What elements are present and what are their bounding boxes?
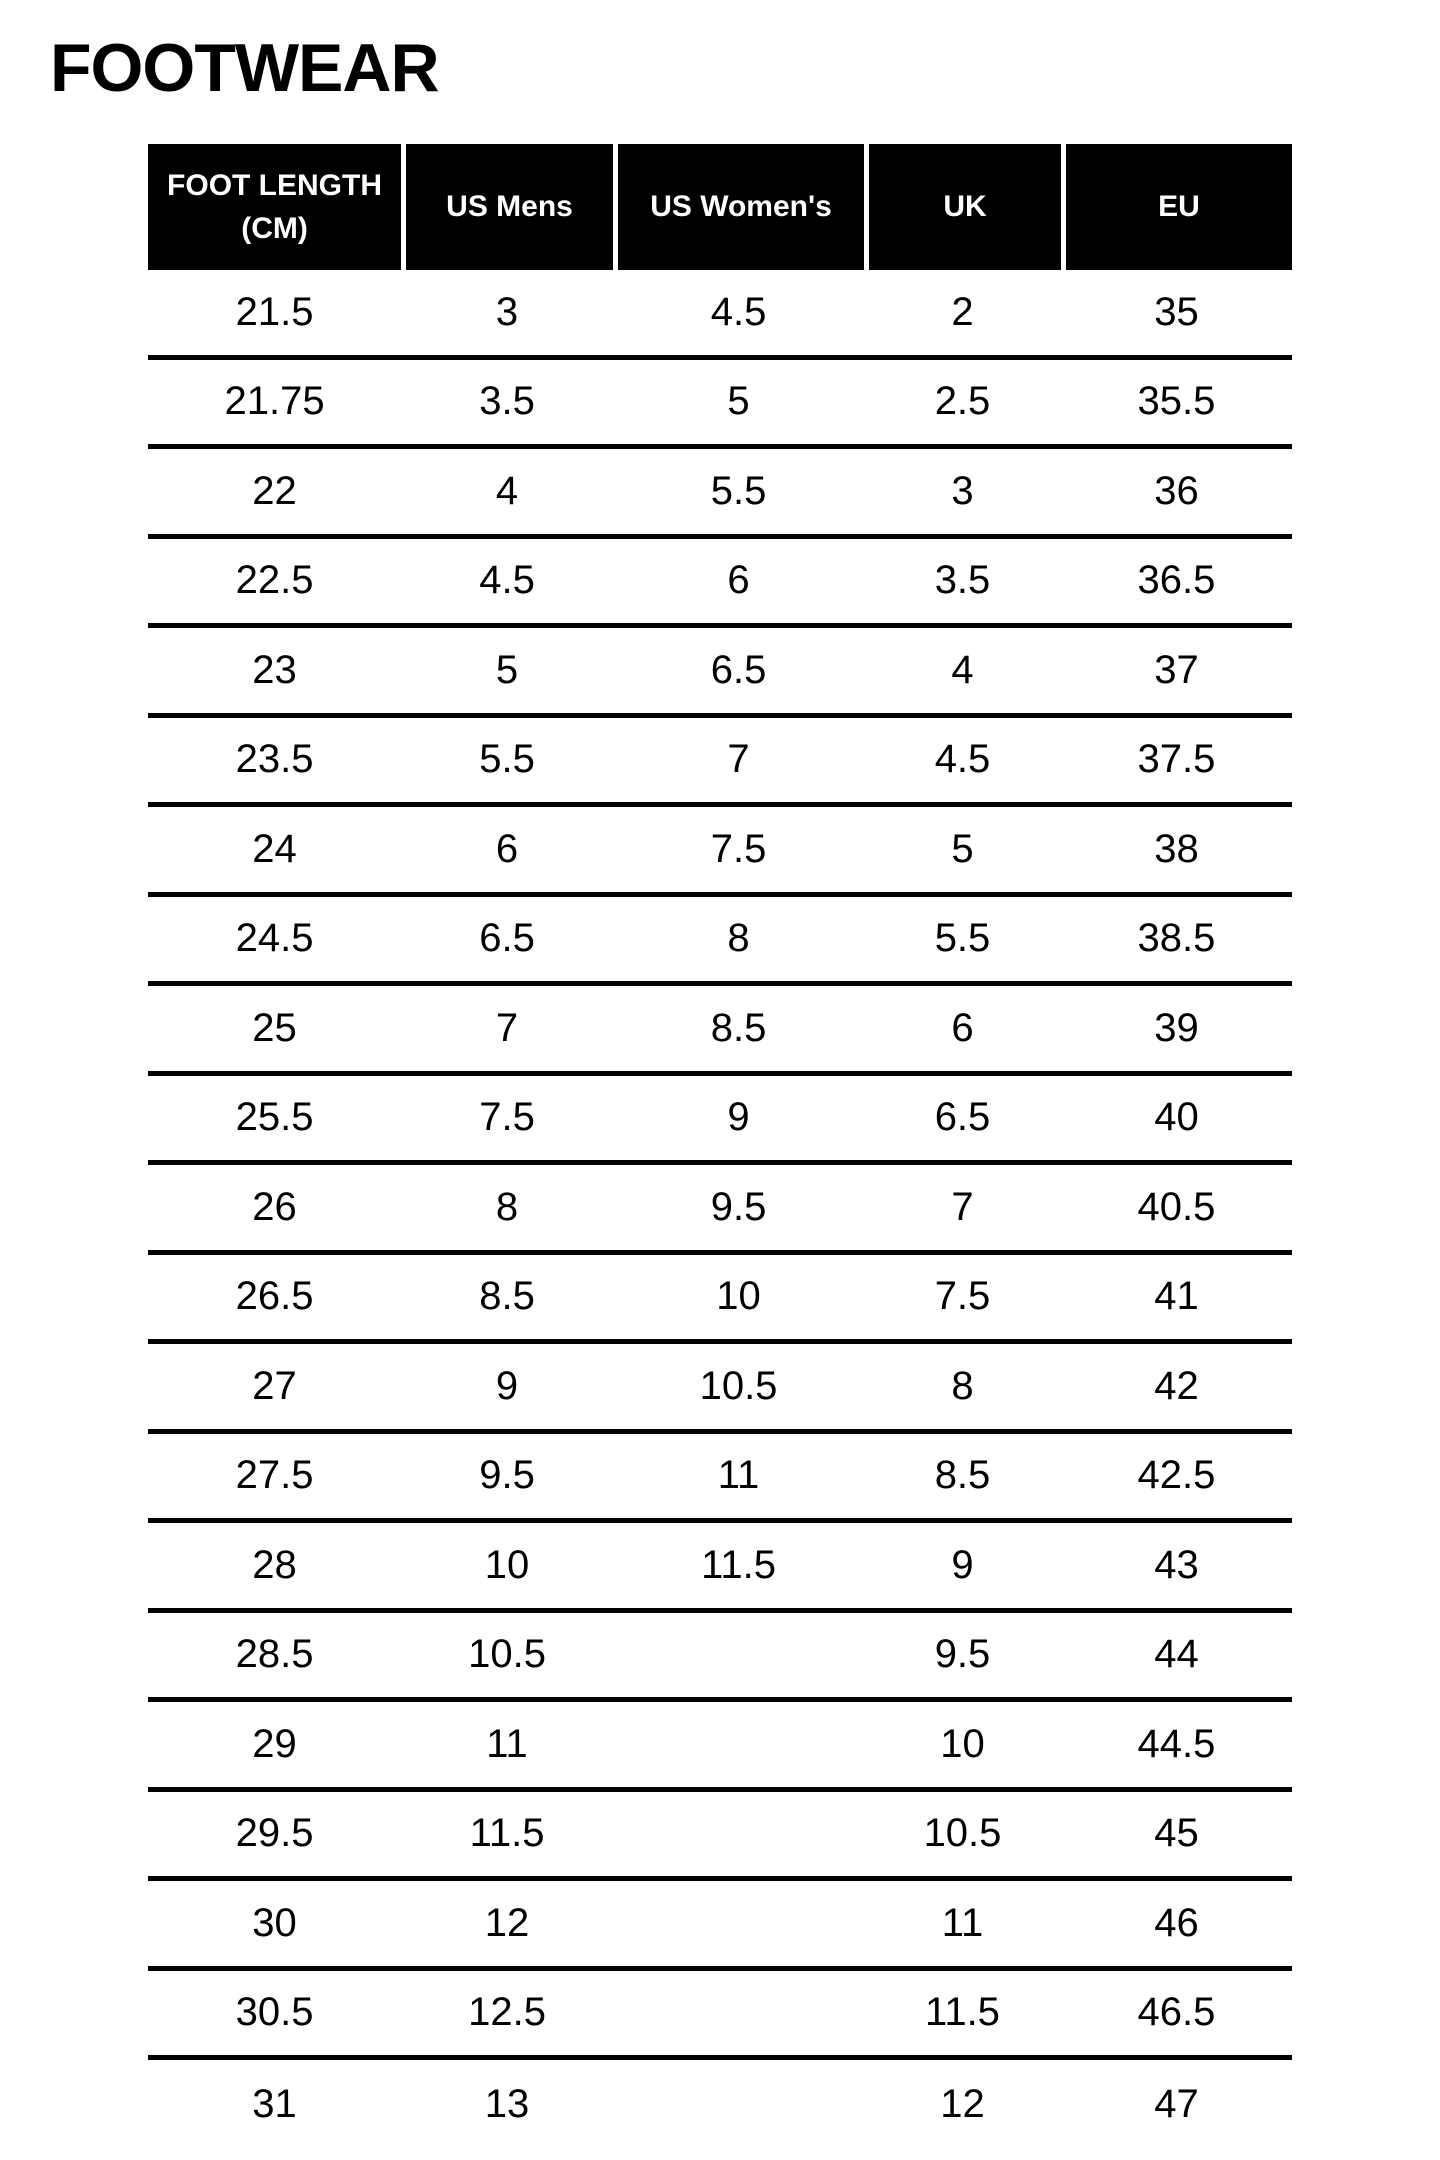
table-cell: 5.5 <box>710 468 767 513</box>
table-row <box>148 986 1292 1076</box>
table-cell: 23.5 <box>235 737 314 782</box>
table-cell: 22.5 <box>235 558 314 603</box>
table-cell: 6 <box>727 558 750 603</box>
table-cell: 23 <box>252 647 297 692</box>
table-row <box>148 1523 1292 1613</box>
table-body <box>148 270 1292 2150</box>
table-cell: 38 <box>1154 826 1199 871</box>
table-cell: 24 <box>252 826 297 871</box>
table-cell: 28 <box>252 1542 297 1587</box>
table-cell: 9.5 <box>934 1632 991 1677</box>
table-cell: 35 <box>1154 289 1199 334</box>
table-cell: 27.5 <box>235 1453 314 1498</box>
table-cell: 21.5 <box>235 289 314 334</box>
table-cell: 11 <box>717 1453 760 1498</box>
table-cell: 7 <box>495 1005 519 1050</box>
table-cell: 29 <box>252 1721 297 1766</box>
table-row <box>148 2060 1292 2150</box>
table-cell: 10 <box>484 1542 530 1587</box>
table-cell: 7.5 <box>934 1274 991 1319</box>
table-cell: 6.5 <box>710 647 767 692</box>
table-cell: 6 <box>495 826 519 871</box>
table-cell: 11.5 <box>469 1811 545 1856</box>
table-row <box>148 1792 1292 1882</box>
table-cell: 29.5 <box>235 1811 314 1856</box>
table-cell: 9 <box>951 1542 974 1587</box>
table-cell: 8.5 <box>710 1005 767 1050</box>
table-cell: 13 <box>484 2082 530 2127</box>
table-cell: 5 <box>727 379 750 424</box>
table-cell: 10.5 <box>699 1363 778 1408</box>
table-cell: 11 <box>486 1721 528 1766</box>
table-cell: 11.5 <box>701 1542 776 1587</box>
table-header-row <box>148 144 1292 270</box>
table-row <box>148 718 1292 808</box>
table-row <box>148 897 1292 987</box>
table-row <box>148 628 1292 718</box>
table-cell: 36.5 <box>1137 558 1216 603</box>
table-cell: 10.5 <box>468 1632 546 1677</box>
table-cell: 5.5 <box>934 916 991 961</box>
header-cell-us-women-s: US Women's <box>613 144 864 270</box>
table-cell <box>613 1613 864 1698</box>
table-cell: 44.5 <box>1137 1721 1216 1766</box>
table-cell: 30 <box>252 1900 297 1945</box>
table-cell: 5.5 <box>479 737 535 782</box>
table-cell: 11 <box>941 1900 984 1945</box>
table-cell <box>613 2060 864 2150</box>
header-cell-eu: EU <box>1061 144 1292 270</box>
table-cell: 44 <box>1154 1632 1199 1677</box>
table-cell: 37.5 <box>1137 737 1216 782</box>
header-cell-us-mens: US Mens <box>401 144 613 270</box>
table-cell: 42 <box>1154 1363 1199 1408</box>
table-cell: 31 <box>252 2082 297 2127</box>
table-cell: 46.5 <box>1137 1990 1216 2035</box>
table-cell: 3 <box>951 468 974 513</box>
table-cell: 12.5 <box>468 1990 546 2035</box>
table-cell: 4 <box>951 647 974 692</box>
table-cell: 2.5 <box>934 379 991 424</box>
table-row <box>148 1702 1292 1792</box>
table-cell: 35.5 <box>1137 379 1216 424</box>
table-cell: 3.5 <box>479 379 535 424</box>
table-cell <box>613 1792 864 1877</box>
table-cell: 4.5 <box>934 737 991 782</box>
table-cell <box>613 1881 864 1966</box>
table-cell: 28.5 <box>235 1632 314 1677</box>
table-cell: 4.5 <box>479 558 535 603</box>
table-cell: 12 <box>484 1900 530 1945</box>
table-cell <box>613 1971 864 2056</box>
header-cell-uk: UK <box>864 144 1061 270</box>
table-cell: 9.5 <box>710 1184 767 1229</box>
table-cell: 10.5 <box>923 1811 1002 1856</box>
table-cell: 27 <box>252 1363 297 1408</box>
table-cell: 42.5 <box>1137 1453 1216 1498</box>
table-cell: 7.5 <box>710 826 767 871</box>
table-row <box>148 270 1292 360</box>
table-cell: 26.5 <box>235 1274 314 1319</box>
table-cell: 25 <box>252 1005 297 1050</box>
table-cell: 3 <box>495 289 519 334</box>
table-row <box>148 1613 1292 1703</box>
table-cell: 10 <box>940 1721 985 1766</box>
table-cell: 26 <box>252 1184 297 1229</box>
table-cell: 38.5 <box>1137 916 1216 961</box>
table-row <box>148 1434 1292 1524</box>
table-cell: 11.5 <box>925 1990 1000 2035</box>
table-cell: 8.5 <box>934 1453 991 1498</box>
table-cell: 47 <box>1154 2082 1199 2127</box>
table-cell: 43 <box>1154 1542 1199 1587</box>
table-cell: 5 <box>951 826 974 871</box>
table-cell: 8 <box>951 1363 974 1408</box>
header-cell-foot-length-cm: FOOT LENGTH (CM) <box>167 168 383 245</box>
table-row <box>148 360 1292 450</box>
table-cell: 37 <box>1154 647 1199 692</box>
table-cell: 40.5 <box>1137 1184 1216 1229</box>
table-cell: 6.5 <box>934 1095 991 1140</box>
table-cell: 22 <box>252 468 297 513</box>
table-row <box>148 1076 1292 1166</box>
table-cell: 8 <box>495 1184 519 1229</box>
table-cell: 36 <box>1154 468 1199 513</box>
table-cell: 2 <box>951 289 974 334</box>
table-row <box>148 807 1292 897</box>
table-row <box>148 1881 1292 1971</box>
table-cell: 9 <box>495 1363 519 1408</box>
table-cell: 5 <box>495 647 519 692</box>
table-row <box>148 539 1292 629</box>
table-cell: 41 <box>1154 1274 1199 1319</box>
footwear-size-table <box>148 144 1292 2150</box>
table-cell: 46 <box>1154 1900 1199 1945</box>
table-row <box>148 1165 1292 1255</box>
table-cell: 12 <box>940 2082 985 2127</box>
table-cell: 8 <box>727 916 750 961</box>
page-title: FOOTWEAR <box>50 30 439 106</box>
table-cell: 7 <box>727 737 750 782</box>
table-cell: 7 <box>951 1184 974 1229</box>
table-cell <box>613 1702 864 1787</box>
table-cell: 3.5 <box>934 558 991 603</box>
table-cell: 7.5 <box>479 1095 535 1140</box>
table-cell: 30.5 <box>235 1990 314 2035</box>
table-cell: 24.5 <box>235 916 314 961</box>
table-cell: 4.5 <box>710 289 767 334</box>
table-row <box>148 1344 1292 1434</box>
table-cell: 9.5 <box>479 1453 535 1498</box>
table-cell: 40 <box>1154 1095 1199 1140</box>
table-cell: 25.5 <box>235 1095 314 1140</box>
table-cell: 4 <box>495 468 519 513</box>
table-row <box>148 449 1292 539</box>
table-cell: 8.5 <box>479 1274 535 1319</box>
table-cell: 10 <box>716 1274 761 1319</box>
table-cell: 39 <box>1154 1005 1199 1050</box>
table-row <box>148 1971 1292 2061</box>
table-cell: 6.5 <box>479 916 535 961</box>
table-cell: 21.75 <box>224 379 325 424</box>
table-cell: 45 <box>1154 1811 1199 1856</box>
table-row <box>148 1255 1292 1345</box>
table-cell: 6 <box>951 1005 974 1050</box>
table-cell: 9 <box>727 1095 750 1140</box>
